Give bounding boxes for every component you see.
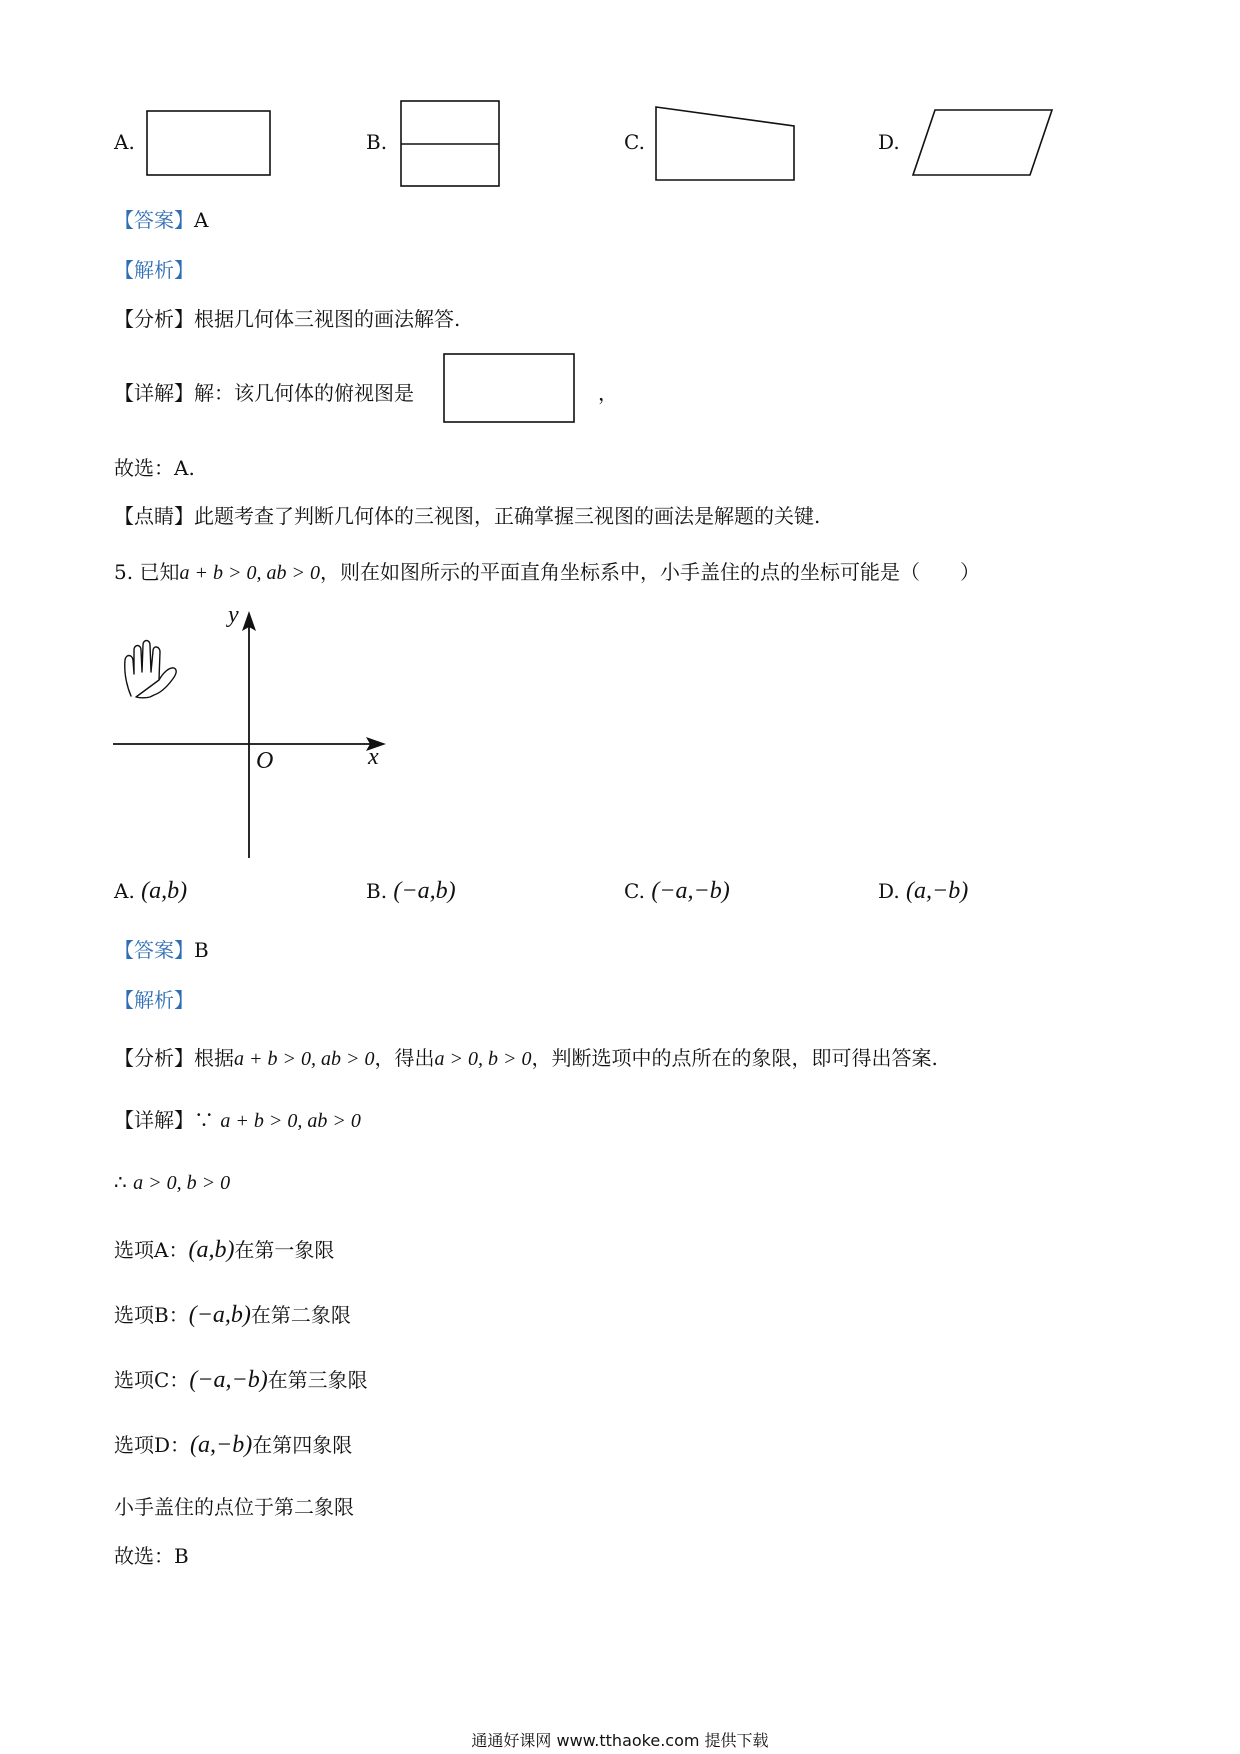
q5-axis-y-label: y bbox=[228, 602, 239, 628]
q5-option-c-label: C. bbox=[624, 879, 645, 903]
q4-xiangjie-tail: ， bbox=[598, 381, 618, 405]
q5-option-a bbox=[114, 878, 187, 905]
q5-item-c-suffix: 在第三象限 bbox=[267, 1368, 368, 1392]
q5-option-d-label: D. bbox=[878, 879, 900, 903]
q4-fenxi-tag: 【分析】 bbox=[114, 307, 194, 331]
q5-item-c-prefix: 选项C： bbox=[114, 1368, 190, 1392]
q5-item-a-suffix: 在第一象限 bbox=[234, 1238, 335, 1262]
q5-origin-label: O bbox=[256, 748, 274, 774]
q5-therefore-cond: a > 0, b > 0 bbox=[133, 1172, 231, 1194]
page-footer: 通通好课网 www.tthaoke.com 提供下载 bbox=[471, 1731, 769, 1750]
q4-xiangjie-text: 解：该几何体的俯视图是 bbox=[194, 381, 414, 405]
q5-item-d-coord: (a,−b) bbox=[190, 1432, 253, 1458]
q5-fenxi-cond1: a + b > 0, ab > 0 bbox=[234, 1048, 375, 1070]
q4-xiangjie-tag: 【详解】 bbox=[114, 381, 194, 405]
q5-stem bbox=[114, 556, 980, 585]
q5-option-d-value: (a,−b) bbox=[906, 878, 969, 904]
q5-axis-x-label: x bbox=[368, 744, 379, 770]
q5-stem-prefix: 已知 bbox=[139, 560, 180, 584]
q5-item-c bbox=[114, 1364, 368, 1394]
q5-option-b-label: B. bbox=[366, 879, 388, 903]
q5-item-d-suffix: 在第四象限 bbox=[252, 1433, 353, 1457]
q4-xiangjie-line bbox=[114, 377, 414, 406]
q5-fenxi-tag: 【分析】 bbox=[114, 1046, 194, 1070]
q5-because: ∵ bbox=[194, 1108, 214, 1132]
q5-option-d bbox=[878, 878, 968, 905]
q5-answer: B bbox=[194, 938, 209, 962]
q4-option-c-label: C. bbox=[624, 130, 645, 154]
q5-therefore: ∴ bbox=[114, 1170, 127, 1194]
q5-item-a-prefix: 选项A： bbox=[114, 1238, 189, 1262]
q4-answer-line bbox=[114, 204, 208, 233]
q5-option-b bbox=[366, 878, 456, 905]
q5-option-c bbox=[624, 878, 730, 905]
q5-item-a bbox=[114, 1234, 334, 1264]
q4-fenxi-text: 根据几何体三视图的画法解答. bbox=[194, 307, 461, 331]
q5-fenxi-line bbox=[114, 1042, 938, 1071]
q5-answer-tag: 【答案】 bbox=[114, 938, 194, 962]
q5-item-a-coord: (a,b) bbox=[188, 1237, 235, 1263]
q5-answer-line bbox=[114, 934, 209, 963]
q5-item-d-prefix: 选项D： bbox=[114, 1433, 191, 1457]
q5-option-a-value: (a,b) bbox=[141, 878, 188, 904]
q5-xiangjie-line bbox=[114, 1104, 361, 1133]
q4-dianjing-line bbox=[114, 500, 820, 529]
q4-dianjing-text: 此题考查了判断几何体的三视图，正确掌握三视图的画法是解题的关键. bbox=[194, 504, 821, 528]
q5-option-c-value: (−a,−b) bbox=[651, 878, 730, 904]
q5-item-b-coord: (−a,b) bbox=[188, 1302, 251, 1328]
q4-dianjing-tag: 【点睛】 bbox=[114, 504, 194, 528]
q5-conclusion: 小手盖住的点位于第二象限 bbox=[114, 1495, 354, 1519]
q5-stem-condition: a + b > 0, ab > 0 bbox=[179, 562, 320, 584]
q5-item-c-coord: (−a,−b) bbox=[189, 1367, 268, 1393]
q5-item-b-prefix: 选项B： bbox=[114, 1303, 189, 1327]
q4-answer-tag: 【答案】 bbox=[114, 208, 194, 232]
q4-analysis-tag: 【解析】 bbox=[114, 258, 194, 282]
q5-fenxi-mid: ，得出 bbox=[374, 1046, 435, 1070]
q5-guxuan: 故选：B bbox=[114, 1544, 189, 1568]
q5-item-b-suffix: 在第二象限 bbox=[250, 1303, 351, 1327]
q4-guxuan: 故选：A. bbox=[114, 456, 195, 480]
q5-fenxi-pre: 根据 bbox=[194, 1046, 234, 1070]
q5-stem-suffix: ，则在如图所示的平面直角坐标系中，小手盖住的点的坐标可能是（ ） bbox=[319, 560, 980, 584]
q4-option-d-label: D. bbox=[878, 130, 900, 154]
q5-option-a-label: A. bbox=[114, 879, 135, 903]
q5-number: 5. bbox=[114, 560, 134, 584]
q5-fenxi-cond2: a > 0, b > 0 bbox=[434, 1048, 532, 1070]
q4-option-b-label: B. bbox=[366, 130, 388, 154]
q5-xiangjie-tag: 【详解】 bbox=[114, 1108, 194, 1132]
q5-therefore-line bbox=[114, 1170, 230, 1195]
q5-item-d bbox=[114, 1429, 352, 1459]
q5-option-b-value: (−a,b) bbox=[393, 878, 456, 904]
q4-answer: A bbox=[194, 208, 209, 232]
q5-because-cond: a + b > 0, ab > 0 bbox=[220, 1110, 361, 1132]
q5-item-b bbox=[114, 1299, 351, 1329]
q5-fenxi-post: ，判断选项中的点所在的象限，即可得出答案. bbox=[531, 1046, 938, 1070]
q4-option-a-label: A. bbox=[114, 130, 135, 154]
q4-fenxi-line bbox=[114, 303, 460, 332]
hand-icon bbox=[125, 641, 176, 698]
q5-analysis-tag: 【解析】 bbox=[114, 988, 194, 1012]
q5-coordinate-figure bbox=[0, 0, 1, 1]
